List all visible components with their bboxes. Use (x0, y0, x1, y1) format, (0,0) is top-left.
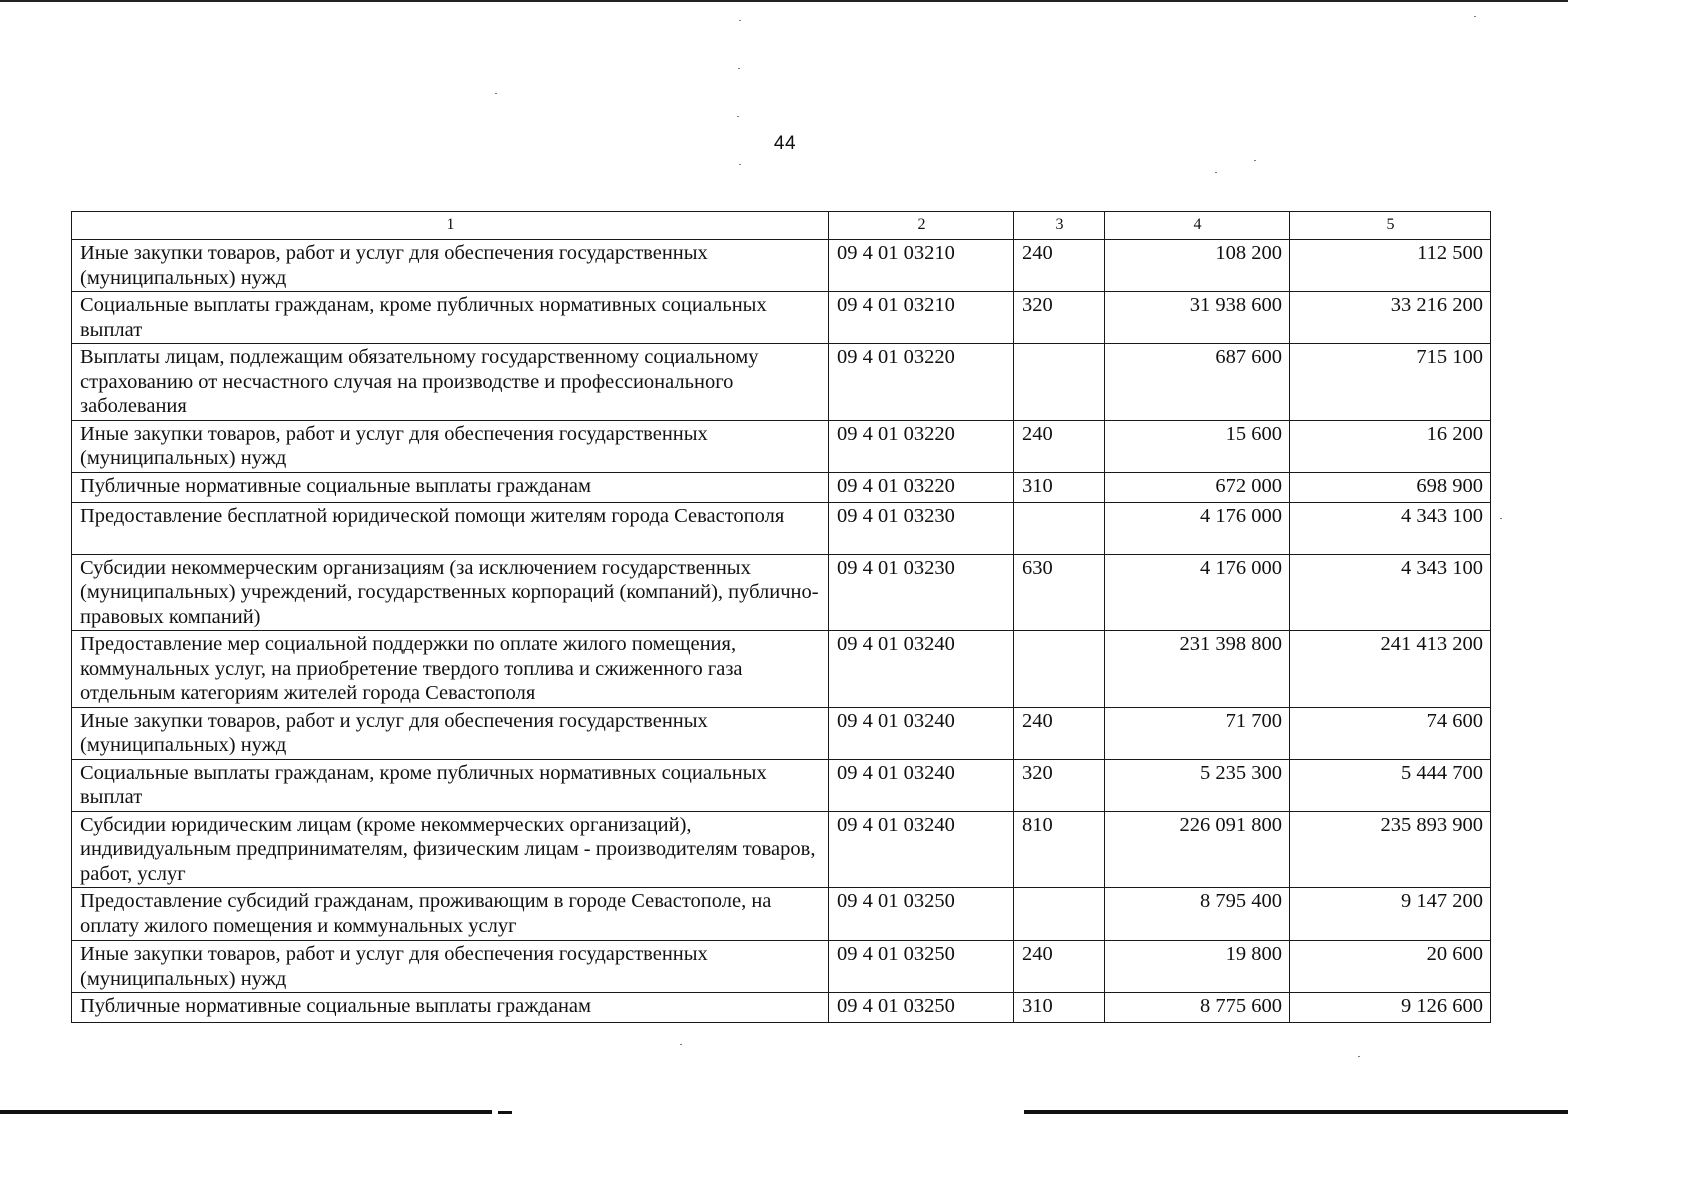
row-kind (1014, 888, 1105, 941)
row-name: Публичные нормативные социальные выплаты гражданам (72, 472, 829, 502)
row-amount1: 19 800 (1105, 941, 1290, 993)
row-code: 09 4 01 03240 (829, 759, 1014, 811)
row-kind: 240 (1014, 420, 1105, 472)
row-code: 09 4 01 03250 (829, 993, 1014, 1023)
table-row (72, 811, 1491, 888)
scan-speck (739, 164, 741, 165)
header-cell-kind: 3 (1014, 212, 1105, 240)
table-row (72, 502, 1491, 554)
row-kind: 630 (1014, 554, 1105, 631)
scan-speck (1474, 16, 1476, 17)
header-cell-amount1: 4 (1105, 212, 1290, 240)
row-name: Иные закупки товаров, работ и услуг для обеспечения государственных (муниципальных) нужд (72, 240, 829, 292)
row-amount1: 15 600 (1105, 420, 1290, 472)
row-name: Предоставление мер социальной поддержки по оплате жилого помещения, коммунальных услуг, на приобретение твердого топлива и сжиженного газа отдельным категориям жителей города Севастополя (72, 631, 829, 708)
row-code: 09 4 01 03230 (829, 502, 1014, 554)
row-name: Выплаты лицам, подлежащим обязательному государственному социальному страхованию от несчастного случая на производстве и профессионального заболевания (72, 344, 829, 421)
row-kind (1014, 502, 1105, 554)
scan-bottom-rule (1024, 1110, 1568, 1114)
row-kind (1014, 631, 1105, 708)
table-row (72, 420, 1491, 472)
row-name: Субсидии юридическим лицам (кроме некоммерческих организаций), индивидуальным предпринимателям, физическим лицам - производителям товаров, работ, услуг (72, 811, 829, 888)
row-name: Предоставление бесплатной юридической помощи жителям города Севастополя (72, 502, 829, 554)
scan-speck (1254, 160, 1256, 161)
row-kind: 810 (1014, 811, 1105, 888)
row-name: Субсидии некоммерческим организациям (за исключением государственных (муниципальных) учреждений, государственных корпораций (компаний), публично-правовых компаний) (72, 554, 829, 631)
scan-speck (1358, 1056, 1360, 1057)
row-amount1: 71 700 (1105, 707, 1290, 759)
table-row (72, 292, 1491, 344)
table-row (72, 759, 1491, 811)
row-kind: 320 (1014, 759, 1105, 811)
page-number: 44 (773, 133, 797, 154)
row-amount2: 112 500 (1290, 240, 1491, 292)
row-amount2: 33 216 200 (1290, 292, 1491, 344)
row-amount2: 4 343 100 (1290, 554, 1491, 631)
row-amount2: 16 200 (1290, 420, 1491, 472)
table-row (72, 344, 1491, 421)
header-cell-name: 1 (72, 212, 829, 240)
row-name: Иные закупки товаров, работ и услуг для обеспечения государственных (муниципальных) нужд (72, 707, 829, 759)
row-code: 09 4 01 03230 (829, 554, 1014, 631)
scan-speck (1500, 518, 1502, 519)
row-code: 09 4 01 03240 (829, 707, 1014, 759)
row-code: 09 4 01 03220 (829, 420, 1014, 472)
row-code: 09 4 01 03220 (829, 344, 1014, 421)
table-row (72, 707, 1491, 759)
table-row (72, 240, 1491, 292)
table-row (72, 888, 1491, 941)
row-amount1: 8 795 400 (1105, 888, 1290, 941)
row-name: Иные закупки товаров, работ и услуг для обеспечения государственных (муниципальных) нужд (72, 420, 829, 472)
row-amount2: 235 893 900 (1290, 811, 1491, 888)
scan-speck (737, 116, 739, 117)
table-row (72, 941, 1491, 993)
scan-speck (1215, 172, 1217, 173)
row-code: 09 4 01 03210 (829, 240, 1014, 292)
budget-table (71, 211, 1491, 1023)
row-kind: 310 (1014, 472, 1105, 502)
row-amount1: 687 600 (1105, 344, 1290, 421)
row-amount1: 31 938 600 (1105, 292, 1290, 344)
row-name: Публичные нормативные социальные выплаты гражданам (72, 993, 829, 1023)
table-row (72, 631, 1491, 708)
header-cell-code: 2 (829, 212, 1014, 240)
row-amount1: 8 775 600 (1105, 993, 1290, 1023)
row-amount1: 5 235 300 (1105, 759, 1290, 811)
row-kind (1014, 344, 1105, 421)
row-name: Социальные выплаты гражданам, кроме публичных нормативных социальных выплат (72, 292, 829, 344)
row-code: 09 4 01 03250 (829, 941, 1014, 993)
row-amount2: 4 343 100 (1290, 502, 1491, 554)
scan-bottom-rule (0, 1110, 492, 1114)
table-row (72, 472, 1491, 502)
row-amount2: 5 444 700 (1290, 759, 1491, 811)
table-header-row (72, 212, 1491, 240)
scan-top-border (0, 0, 1568, 2)
row-amount1: 226 091 800 (1105, 811, 1290, 888)
scan-speck (495, 93, 497, 94)
row-amount1: 231 398 800 (1105, 631, 1290, 708)
row-amount1: 672 000 (1105, 472, 1290, 502)
row-kind: 240 (1014, 941, 1105, 993)
row-name: Иные закупки товаров, работ и услуг для обеспечения государственных (муниципальных) нужд (72, 941, 829, 993)
row-amount2: 715 100 (1290, 344, 1491, 421)
row-amount2: 698 900 (1290, 472, 1491, 502)
row-amount2: 9 147 200 (1290, 888, 1491, 941)
scan-speck (738, 68, 740, 69)
row-amount2: 241 413 200 (1290, 631, 1491, 708)
row-code: 09 4 01 03240 (829, 811, 1014, 888)
scan-speck (739, 20, 741, 21)
row-name: Социальные выплаты гражданам, кроме публичных нормативных социальных выплат (72, 759, 829, 811)
row-kind: 320 (1014, 292, 1105, 344)
row-kind: 240 (1014, 707, 1105, 759)
row-amount2: 74 600 (1290, 707, 1491, 759)
row-amount2: 20 600 (1290, 941, 1491, 993)
row-amount2: 9 126 600 (1290, 993, 1491, 1023)
scan-speck (680, 1044, 682, 1045)
row-code: 09 4 01 03240 (829, 631, 1014, 708)
scan-bottom-rule (498, 1111, 512, 1114)
row-amount1: 108 200 (1105, 240, 1290, 292)
row-kind: 310 (1014, 993, 1105, 1023)
row-code: 09 4 01 03220 (829, 472, 1014, 502)
row-code: 09 4 01 03250 (829, 888, 1014, 941)
row-kind: 240 (1014, 240, 1105, 292)
table-row (72, 993, 1491, 1023)
row-code: 09 4 01 03210 (829, 292, 1014, 344)
row-amount1: 4 176 000 (1105, 502, 1290, 554)
header-cell-amount2: 5 (1290, 212, 1491, 240)
row-name: Предоставление субсидий гражданам, проживающим в городе Севастополе, на оплату жилого помещения и коммунальных услуг (72, 888, 829, 941)
table-row (72, 554, 1491, 631)
row-amount1: 4 176 000 (1105, 554, 1290, 631)
